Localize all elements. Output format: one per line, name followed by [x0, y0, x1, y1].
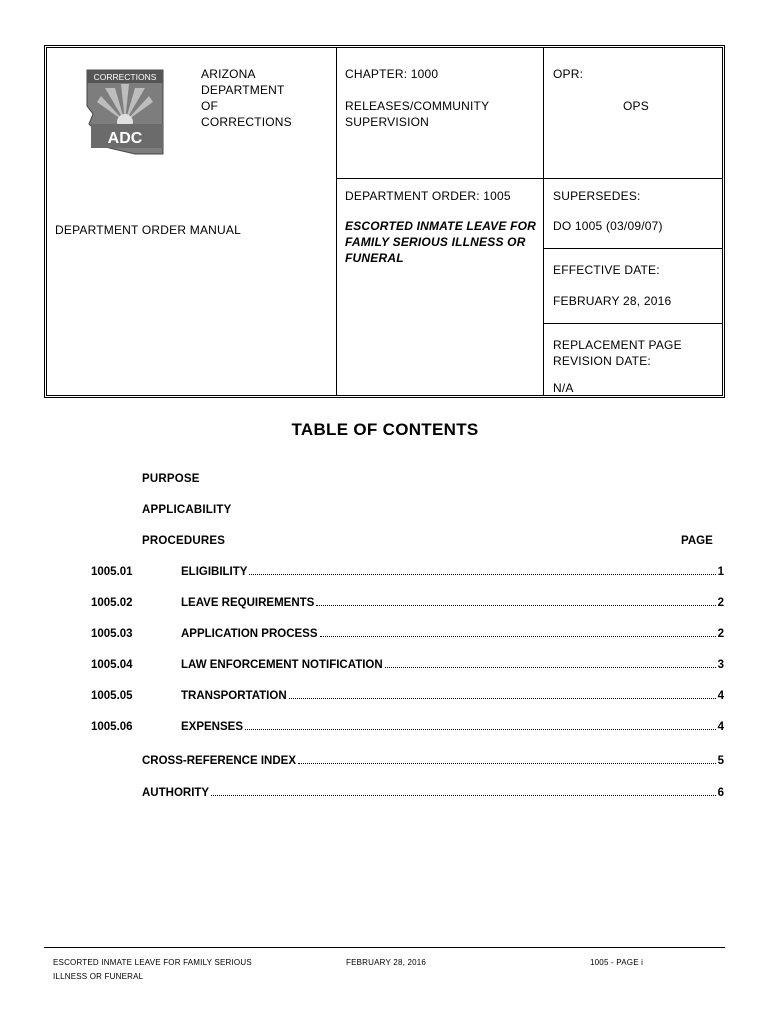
- divider: [543, 248, 722, 249]
- opr-label: OPR:: [553, 67, 584, 81]
- toc-entry-link[interactable]: [181, 597, 724, 609]
- toc-entry[interactable]: [0, 566, 770, 582]
- footer-title-line: ILLNESS OR FUNERAL: [53, 972, 144, 981]
- opr-value: OPS: [623, 99, 649, 113]
- chapter-number: CHAPTER: 1000: [345, 67, 439, 81]
- toc-cross-reference[interactable]: [0, 755, 770, 771]
- toc-entry-number: 1005.01: [91, 566, 133, 578]
- toc-entry-label: LAW ENFORCEMENT NOTIFICATION: [181, 659, 383, 671]
- dot-leader: [385, 667, 716, 668]
- agency-line: CORRECTIONS: [201, 115, 292, 129]
- toc-entry-label: APPLICATION PROCESS: [181, 628, 318, 640]
- department-order-title: [345, 218, 545, 266]
- dot-leader: [316, 605, 715, 606]
- toc-entry-page: 5: [717, 755, 724, 767]
- toc-entry-page: 6: [717, 787, 724, 799]
- footer-date: FEBRUARY 28, 2016: [346, 958, 427, 967]
- toc-entry[interactable]: [0, 597, 770, 613]
- toc-purpose[interactable]: PURPOSE: [142, 473, 200, 485]
- footer-title-line: ESCORTED INMATE LEAVE FOR FAMILY SERIOUS: [53, 958, 252, 967]
- replacement-label-line: REPLACEMENT PAGE: [553, 338, 682, 352]
- dot-leader: [211, 795, 716, 796]
- toc-entry-label: LEAVE REQUIREMENTS: [181, 597, 315, 609]
- chapter-title-line: RELEASES/COMMUNITY: [345, 99, 490, 113]
- dot-leader: [289, 698, 716, 699]
- dot-leader: [298, 763, 716, 764]
- toc-entry-label: CROSS-REFERENCE INDEX: [142, 755, 296, 767]
- toc-entry[interactable]: [0, 628, 770, 644]
- toc-title: TABLE OF CONTENTS: [291, 420, 479, 439]
- toc-entry-page: 3: [717, 659, 724, 671]
- chapter-title: [345, 98, 489, 130]
- toc-entry-label: ELIGIBILITY: [181, 566, 248, 578]
- logo-banner-text: CORRECTIONS: [93, 72, 157, 82]
- toc-entry-page: 2: [717, 628, 724, 640]
- divider: [336, 178, 722, 179]
- toc-entry-link[interactable]: [142, 755, 724, 767]
- effective-date-label: EFFECTIVE DATE:: [553, 263, 660, 277]
- toc-entry-label: AUTHORITY: [142, 787, 210, 799]
- replacement-label-line: REVISION DATE:: [553, 354, 651, 368]
- agency-line: ARIZONA: [201, 67, 256, 81]
- toc-entry-number: 1005.02: [91, 597, 133, 609]
- toc-entry-link[interactable]: [181, 721, 724, 733]
- toc-entry[interactable]: [0, 721, 770, 737]
- toc-entry-number: 1005.04: [91, 659, 133, 671]
- toc-procedures[interactable]: PROCEDURES: [142, 535, 226, 547]
- dot-leader: [320, 636, 716, 637]
- supersedes-value: DO 1005 (03/09/07): [553, 219, 663, 233]
- toc-entry-label: EXPENSES: [181, 721, 243, 733]
- agency-line: OF: [201, 99, 219, 113]
- toc-entry-link[interactable]: [181, 628, 724, 640]
- toc-entry[interactable]: [0, 659, 770, 675]
- divider: [336, 48, 337, 395]
- manual-title: DEPARTMENT ORDER MANUAL: [55, 223, 241, 237]
- order-title-line: ESCORTED INMATE LEAVE FOR: [345, 219, 537, 233]
- order-title-line: FAMILY SERIOUS ILLNESS OR: [345, 235, 526, 249]
- footer-page-number: 1005 - PAGE i: [590, 958, 644, 967]
- toc-entry-link[interactable]: [181, 566, 724, 578]
- footer-divider: [44, 947, 725, 948]
- divider: [543, 323, 722, 324]
- toc-entry-number: 1005.06: [91, 721, 133, 733]
- agency-name: [201, 66, 331, 130]
- toc-applicability[interactable]: APPLICABILITY: [142, 504, 232, 516]
- toc-entry-label: TRANSPORTATION: [181, 690, 287, 702]
- replacement-page-label: [553, 337, 713, 369]
- toc-entry-page: 4: [717, 721, 724, 733]
- footer-document-title: [53, 956, 253, 984]
- replacement-page-value: N/A: [553, 381, 574, 395]
- department-order-number: DEPARTMENT ORDER: 1005: [345, 189, 511, 203]
- agency-line: DEPARTMENT: [201, 83, 285, 97]
- supersedes-label: SUPERSEDES:: [553, 189, 641, 203]
- chapter-title-line: SUPERVISION: [345, 115, 430, 129]
- toc-entry-number: 1005.03: [91, 628, 133, 640]
- order-title-line: FUNERAL: [345, 251, 404, 265]
- toc-entry[interactable]: [0, 690, 770, 706]
- toc-entry-number: 1005.05: [91, 690, 133, 702]
- dot-leader: [249, 574, 715, 575]
- toc-page-header: PAGE: [681, 535, 713, 547]
- toc-entry-page: 2: [717, 597, 724, 609]
- toc-entry-link[interactable]: [142, 787, 724, 799]
- toc-entry-link[interactable]: [181, 690, 724, 702]
- adc-logo: [83, 66, 167, 158]
- toc-entry-page: 1: [717, 566, 724, 578]
- toc-authority[interactable]: [0, 787, 770, 803]
- logo-initials-text: ADC: [107, 130, 143, 147]
- effective-date-value: FEBRUARY 28, 2016: [553, 294, 672, 308]
- toc-entry-page: 4: [717, 690, 724, 702]
- toc-entry-link[interactable]: [181, 659, 724, 671]
- dot-leader: [245, 729, 716, 730]
- header-table: [44, 45, 725, 398]
